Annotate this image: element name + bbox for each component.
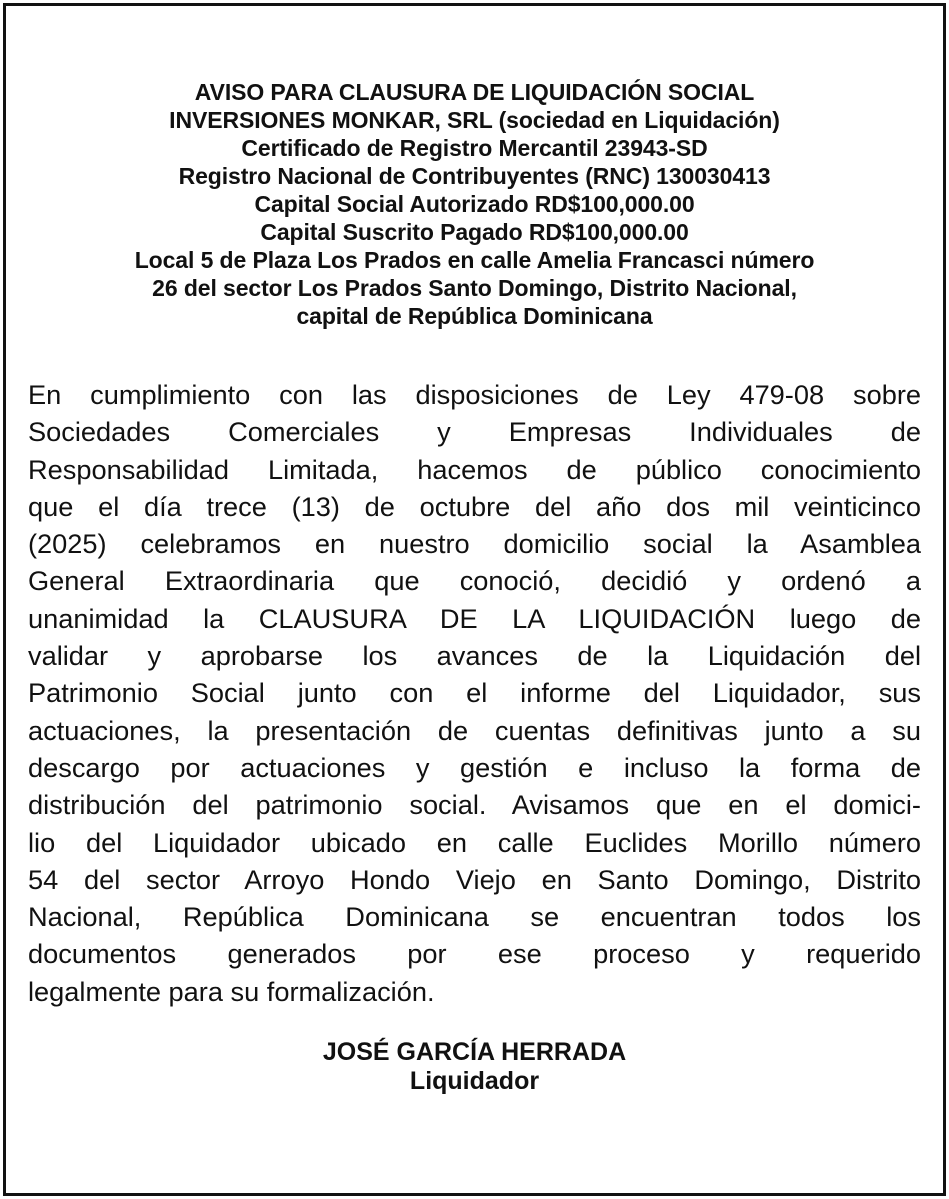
body-line: legalmente para su formalización. <box>28 975 435 1007</box>
signature-name: JOSÉ GARCÍA HERRADA <box>322 1038 627 1066</box>
notice-body <box>28 376 921 1010</box>
signature-title: Liquidador <box>409 1067 540 1095</box>
body-line: distribución del patrimonio social. Avisamos que en el domici- <box>28 789 921 821</box>
header-rnc: Registro Nacional de Contribuyentes (RNC) 130030413 <box>178 163 771 189</box>
body-line: Nacional, República Dominicana se encuentran todos los <box>28 901 921 933</box>
body-line: Patrimonio Social junto con el informe del Liquidador, sus <box>28 677 921 709</box>
header-company-name: INVERSIONES MONKAR, SRL (sociedad en Liquidación) <box>169 107 780 133</box>
body-line: que el día trece (13) de octubre del año dos mil veinticinco <box>28 490 921 522</box>
body-line: documentos generados por ese proceso y requerido <box>28 938 921 970</box>
body-line: Sociedades Comerciales y Empresas Individuales de <box>28 416 921 448</box>
header-address-line-3: capital de República Dominicana <box>296 303 653 329</box>
body-line: descargo por actuaciones y gestión e incluso la forma de <box>28 751 921 783</box>
body-line: validar y aprobarse los avances de la Liquidación del <box>28 640 921 672</box>
header-address-line-2: 26 del sector Los Prados Santo Domingo, Distrito Nacional, <box>152 275 797 301</box>
signature-block <box>6 1038 943 1096</box>
header-address-line-1: Local 5 de Plaza Los Prados en calle Amelia Francasci número <box>134 247 815 273</box>
body-line: actuaciones, la presentación de cuentas definitivas junto a su <box>28 714 921 746</box>
body-line: unanimidad la CLAUSURA DE LA LIQUIDACIÓN luego de <box>28 602 921 634</box>
header-title: AVISO PARA CLAUSURA DE LIQUIDACIÓN SOCIAL <box>194 79 755 105</box>
notice-frame <box>3 3 946 1196</box>
header-authorized-capital: Capital Social Autorizado RD$100,000.00 <box>254 191 695 217</box>
body-line: 54 del sector Arroyo Hondo Viejo en Santo Domingo, Distrito <box>28 863 921 895</box>
header-registry-certificate: Certificado de Registro Mercantil 23943-SD <box>241 135 708 161</box>
body-line: lio del Liquidador ubicado en calle Euclides Morillo número <box>28 826 921 858</box>
body-line: Responsabilidad Limitada, hacemos de público conocimiento <box>28 453 921 485</box>
body-line: (2025) celebramos en nuestro domicilio social la Asamblea <box>28 528 921 560</box>
body-line: General Extraordinaria que conoció, decidió y ordenó a <box>28 565 921 597</box>
notice-header <box>26 78 923 330</box>
header-paid-capital: Capital Suscrito Pagado RD$100,000.00 <box>260 219 689 245</box>
body-line: En cumplimiento con las disposiciones de Ley 479-08 sobre <box>28 379 921 410</box>
